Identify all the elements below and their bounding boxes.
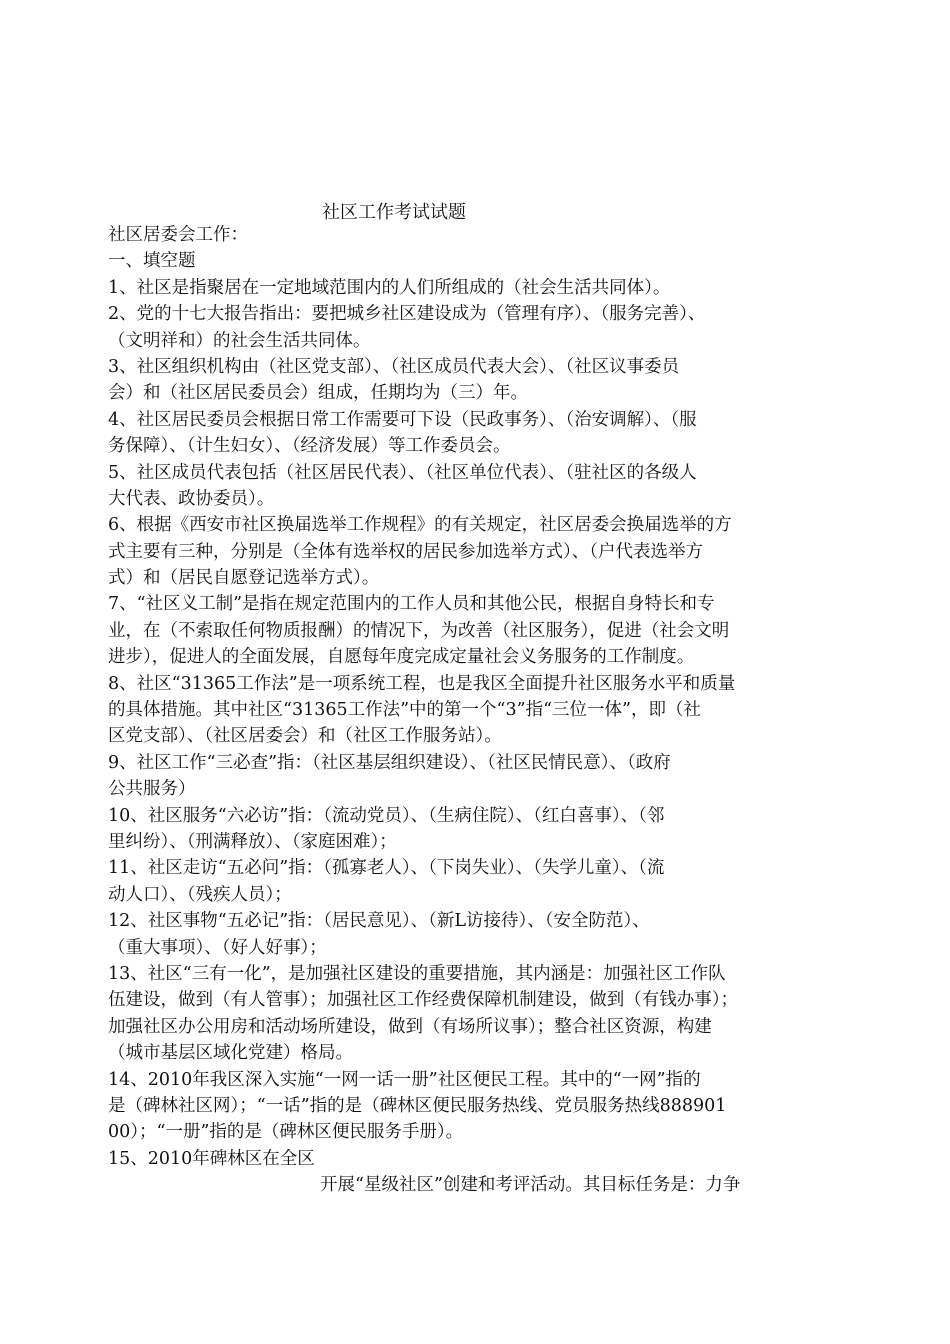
text-line: 9、社区工作“三必查”指：（社区基层组织建设）、（社区民情民意）、（政府 — [108, 752, 671, 773]
text-line: 10、社区服务“六必访”指：（流动党员）、（生病住院）、（红白喜事）、（邻 — [108, 805, 665, 826]
text-line: 务保障）、（计生妇女）、（经济发展）等工作委员会。 — [108, 436, 511, 457]
text-line: 7、“社区义工制”是指在规定范围内的工作人员和其他公民，根据自身特长和专 — [108, 594, 715, 615]
text-line: 的具体措施。其中社区“31365工作法”中的第一个“3”指“三位一体”，即（社 — [108, 700, 701, 721]
text-line: 13、社区“三有一化”，是加强社区建设的重要措施，其内涵是：加强社区工作队 — [108, 963, 726, 984]
text-line: 5、社区成员代表包括（社区居民代表）、（社区单位代表）、（驻社区的各级人 — [108, 462, 697, 483]
text-line: 15、2010年碑林区在全区 — [108, 1148, 315, 1169]
text-line: 公共服务） — [108, 779, 196, 800]
section-heading: 社区居委会工作： — [108, 225, 248, 245]
text-line: 式）和（居民自愿登记选举方式）。 — [108, 568, 380, 589]
text-line: 式主要有三种，分别是（全体有选举权的居民参加选举方式）、（户代表选举方 — [108, 541, 703, 562]
text-line: 业，在（不索取任何物质报酬）的情况下，为改善（社区服务），促进（社会文明 — [108, 620, 730, 641]
text-line: 12、社区事物“五必记”指：（居民意见）、（新L访接待）、（安全防范）、 — [108, 911, 650, 932]
text-line: 动人口）、（残疾人员）； — [108, 884, 292, 905]
text-line: 2、党的十七大报告指出：要把城乡社区建设成为（管理有序）、（服务完善）、 — [108, 304, 706, 325]
text-line: 加强社区办公用房和活动场所建设，做到（有场所议事）；整合社区资源，构建 — [108, 1016, 712, 1037]
document-body — [108, 222, 848, 1198]
document-title: 社区工作考试试题 — [322, 202, 466, 223]
text-line: （重大事项）、（好人好事）； — [108, 937, 327, 958]
text-line: 1、社区是指聚居在一定地域范围内的人们所组成的（社会生活共同体）。 — [108, 277, 671, 298]
text-line: 进步），促进人的全面发展，自愿每年度完成定量社会义务服务的工作制度。 — [108, 647, 695, 668]
subsection-heading: 一、填空题 — [108, 251, 196, 272]
text-line: 里纠纷）、（刑满释放）、（家庭困难）； — [108, 831, 397, 852]
text-line: 大代表、政协委员）。 — [108, 488, 275, 509]
text-line: （文明祥和）的社会生活共同体。 — [108, 330, 371, 351]
text-line: 11、社区走访“五必问”指：（孤寡老人）、（下岗失业）、（失学儿童）、（流 — [108, 858, 665, 879]
text-line: 区党支部）、（社区居委会）和（社区工作服务站）。 — [108, 726, 502, 747]
text-line: （城市基层区域化党建）格局。 — [108, 1043, 353, 1064]
text-line: 00）；“一册”指的是（碑林区便民服务手册）。 — [108, 1122, 464, 1143]
text-line: 4、社区居民委员会根据日常工作需要可下设（民政事务）、（治安调解）、（服 — [108, 409, 697, 430]
text-line: 14、2010年我区深入实施“一网一话一册”社区便民工程。其中的“一网”指的 — [108, 1069, 701, 1090]
text-line: 6、根据《西安市社区换届选举工作规程》的有关规定，社区居委会换届选举的方 — [108, 515, 732, 536]
text-line: 开展“星级社区”创建和考评活动。其目标任务是：力争 — [320, 1175, 741, 1196]
text-line: 3、社区组织机构由（社区党支部）、（社区成员代表大会）、（社区议事委员 — [108, 356, 680, 377]
text-line: 伍建设，做到（有人管事）；加强社区工作经费保障机制建设，做到（有钱办事）； — [108, 990, 738, 1011]
text-line: 会）和（社区居民委员会）组成，任期均为（三）年。 — [108, 383, 528, 404]
text-line: 是（碑林社区网）；“一话”指的是（碑林区便民服务热线、党员服务热线888901 — [108, 1095, 727, 1116]
text-line: 8、社区“31365工作法”是一项系统工程，也是我区全面提升社区服务水平和质量 — [108, 673, 736, 694]
